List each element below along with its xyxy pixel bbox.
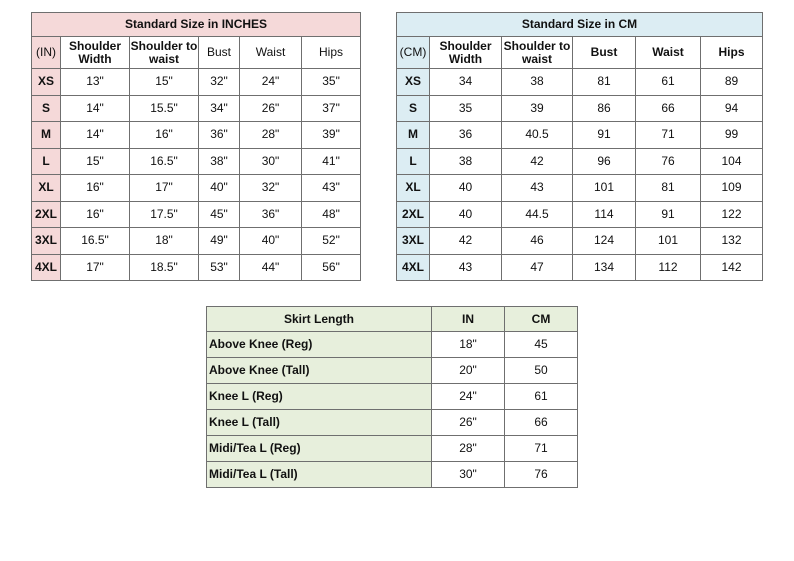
- measurement-cell: 81: [636, 175, 701, 202]
- inches-header-row: [32, 37, 361, 69]
- measurement-cell: 142: [701, 254, 763, 281]
- size-label: 3XL: [32, 228, 61, 255]
- measurement-cell: 40: [430, 175, 502, 202]
- measurement-cell: 89: [701, 69, 763, 96]
- measurement-cell: 66: [636, 95, 701, 122]
- table-row: [397, 122, 763, 149]
- header-hips: Hips: [701, 37, 763, 69]
- measurement-cell: 17": [61, 254, 130, 281]
- measurement-cell: 49": [199, 228, 240, 255]
- measurement-cell: 40.5: [502, 122, 573, 149]
- table-row: [207, 410, 578, 436]
- header-unit: (IN): [32, 37, 61, 69]
- skirt-length-cm: 45: [505, 332, 578, 358]
- measurement-cell: 56": [302, 254, 361, 281]
- table-row: [32, 254, 361, 281]
- size-label: L: [397, 148, 430, 175]
- header-hips: Hips: [302, 37, 361, 69]
- size-label: 2XL: [397, 201, 430, 228]
- table-row: [397, 228, 763, 255]
- skirt-length-in: 28": [432, 436, 505, 462]
- measurement-cell: 91: [636, 201, 701, 228]
- measurement-cell: 36": [240, 201, 302, 228]
- size-label: M: [32, 122, 61, 149]
- cm-table-title: Standard Size in CM: [397, 13, 763, 37]
- measurement-cell: 134: [573, 254, 636, 281]
- table-row: [32, 175, 361, 202]
- measurement-cell: 32": [199, 69, 240, 96]
- measurement-cell: 40": [240, 228, 302, 255]
- table-row: [397, 175, 763, 202]
- size-label: XS: [397, 69, 430, 96]
- measurement-cell: 40": [199, 175, 240, 202]
- header-shoulder-width: Shoulder Width: [430, 37, 502, 69]
- measurement-cell: 43": [302, 175, 361, 202]
- measurement-cell: 71: [636, 122, 701, 149]
- measurement-cell: 45": [199, 201, 240, 228]
- skirt-length-label: Knee L (Tall): [207, 410, 432, 436]
- measurement-cell: 76: [636, 148, 701, 175]
- measurement-cell: 14": [61, 95, 130, 122]
- table-row: [207, 332, 578, 358]
- measurement-cell: 35: [430, 95, 502, 122]
- table-row: [32, 95, 361, 122]
- measurement-cell: 47: [502, 254, 573, 281]
- skirt-length-cm: 71: [505, 436, 578, 462]
- measurement-cell: 36": [199, 122, 240, 149]
- measurement-cell: 61: [636, 69, 701, 96]
- size-label: 4XL: [32, 254, 61, 281]
- measurement-cell: 38: [502, 69, 573, 96]
- header-bust: Bust: [199, 37, 240, 69]
- skirt-length-label: Above Knee (Tall): [207, 358, 432, 384]
- measurement-cell: 18.5": [130, 254, 199, 281]
- measurement-cell: 13": [61, 69, 130, 96]
- header-in: IN: [432, 307, 505, 332]
- table-row: [207, 384, 578, 410]
- measurement-cell: 30": [240, 148, 302, 175]
- skirt-length-table: [206, 306, 578, 488]
- size-label: L: [32, 148, 61, 175]
- header-skirt-length: Skirt Length: [207, 307, 432, 332]
- measurement-cell: 16.5": [130, 148, 199, 175]
- table-row: [32, 228, 361, 255]
- measurement-cell: 17.5": [130, 201, 199, 228]
- size-label: S: [397, 95, 430, 122]
- cm-table-body: [397, 69, 763, 281]
- skirt-length-label: Knee L (Reg): [207, 384, 432, 410]
- measurement-cell: 81: [573, 69, 636, 96]
- header-waist: Waist: [636, 37, 701, 69]
- size-label: XS: [32, 69, 61, 96]
- measurement-cell: 53": [199, 254, 240, 281]
- measurement-cell: 16": [130, 122, 199, 149]
- measurement-cell: 26": [240, 95, 302, 122]
- measurement-cell: 44.5: [502, 201, 573, 228]
- measurement-cell: 15.5": [130, 95, 199, 122]
- measurement-cell: 38": [199, 148, 240, 175]
- header-shoulder-to-waist: Shoulder to waist: [130, 37, 199, 69]
- measurement-cell: 28": [240, 122, 302, 149]
- size-label: 4XL: [397, 254, 430, 281]
- measurement-cell: 124: [573, 228, 636, 255]
- measurement-cell: 104: [701, 148, 763, 175]
- size-label: S: [32, 95, 61, 122]
- skirt-length-in: 20": [432, 358, 505, 384]
- measurement-cell: 18": [130, 228, 199, 255]
- measurement-cell: 42: [430, 228, 502, 255]
- table-row: [397, 254, 763, 281]
- measurement-cell: 42: [502, 148, 573, 175]
- table-row: [397, 95, 763, 122]
- header-unit: (CM): [397, 37, 430, 69]
- inches-table-body: [32, 69, 361, 281]
- measurement-cell: 34: [430, 69, 502, 96]
- size-label: 2XL: [32, 201, 61, 228]
- measurement-cell: 94: [701, 95, 763, 122]
- skirt-length-in: 30": [432, 462, 505, 488]
- size-label: M: [397, 122, 430, 149]
- measurement-cell: 112: [636, 254, 701, 281]
- table-row: [397, 201, 763, 228]
- skirt-length-cm: 66: [505, 410, 578, 436]
- skirt-length-cm: 50: [505, 358, 578, 384]
- measurement-cell: 122: [701, 201, 763, 228]
- measurement-cell: 132: [701, 228, 763, 255]
- size-label: 3XL: [397, 228, 430, 255]
- measurement-cell: 39: [502, 95, 573, 122]
- measurement-cell: 16": [61, 201, 130, 228]
- measurement-cell: 43: [430, 254, 502, 281]
- header-waist: Waist: [240, 37, 302, 69]
- inches-table-title: Standard Size in INCHES: [32, 13, 361, 37]
- measurement-cell: 39": [302, 122, 361, 149]
- header-shoulder-to-waist: Shoulder to waist: [502, 37, 573, 69]
- measurement-cell: 86: [573, 95, 636, 122]
- table-row: [32, 201, 361, 228]
- table-row: [32, 69, 361, 96]
- inches-size-table: [31, 12, 361, 281]
- measurement-cell: 109: [701, 175, 763, 202]
- table-row: [32, 148, 361, 175]
- measurement-cell: 37": [302, 95, 361, 122]
- measurement-cell: 15": [130, 69, 199, 96]
- measurement-cell: 99: [701, 122, 763, 149]
- measurement-cell: 14": [61, 122, 130, 149]
- measurement-cell: 101: [636, 228, 701, 255]
- header-shoulder-width: Shoulder Width: [61, 37, 130, 69]
- measurement-cell: 40: [430, 201, 502, 228]
- table-row: [397, 148, 763, 175]
- measurement-cell: 34": [199, 95, 240, 122]
- table-row: [397, 69, 763, 96]
- header-bust: Bust: [573, 37, 636, 69]
- measurement-cell: 41": [302, 148, 361, 175]
- measurement-cell: 16.5": [61, 228, 130, 255]
- table-row: [207, 358, 578, 384]
- measurement-cell: 52": [302, 228, 361, 255]
- size-label: XL: [32, 175, 61, 202]
- measurement-cell: 101: [573, 175, 636, 202]
- skirt-length-label: Midi/Tea L (Reg): [207, 436, 432, 462]
- measurement-cell: 15": [61, 148, 130, 175]
- skirt-length-cm: 76: [505, 462, 578, 488]
- measurement-cell: 48": [302, 201, 361, 228]
- skirt-length-in: 26": [432, 410, 505, 436]
- table-row: [207, 462, 578, 488]
- measurement-cell: 44": [240, 254, 302, 281]
- skirt-length-in: 24": [432, 384, 505, 410]
- measurement-cell: 114: [573, 201, 636, 228]
- size-label: XL: [397, 175, 430, 202]
- skirt-length-label: Above Knee (Reg): [207, 332, 432, 358]
- measurement-cell: 46: [502, 228, 573, 255]
- measurement-cell: 96: [573, 148, 636, 175]
- skirt-header-row: [207, 307, 578, 332]
- table-row: [207, 436, 578, 462]
- measurement-cell: 35": [302, 69, 361, 96]
- measurement-cell: 24": [240, 69, 302, 96]
- header-cm: CM: [505, 307, 578, 332]
- table-row: [32, 122, 361, 149]
- measurement-cell: 91: [573, 122, 636, 149]
- measurement-cell: 17": [130, 175, 199, 202]
- skirt-length-label: Midi/Tea L (Tall): [207, 462, 432, 488]
- cm-header-row: [397, 37, 763, 69]
- measurement-cell: 36: [430, 122, 502, 149]
- skirt-length-cm: 61: [505, 384, 578, 410]
- cm-size-table: [396, 12, 763, 281]
- measurement-cell: 38: [430, 148, 502, 175]
- measurement-cell: 32": [240, 175, 302, 202]
- skirt-length-in: 18": [432, 332, 505, 358]
- skirt-table-body: [207, 332, 578, 488]
- measurement-cell: 16": [61, 175, 130, 202]
- measurement-cell: 43: [502, 175, 573, 202]
